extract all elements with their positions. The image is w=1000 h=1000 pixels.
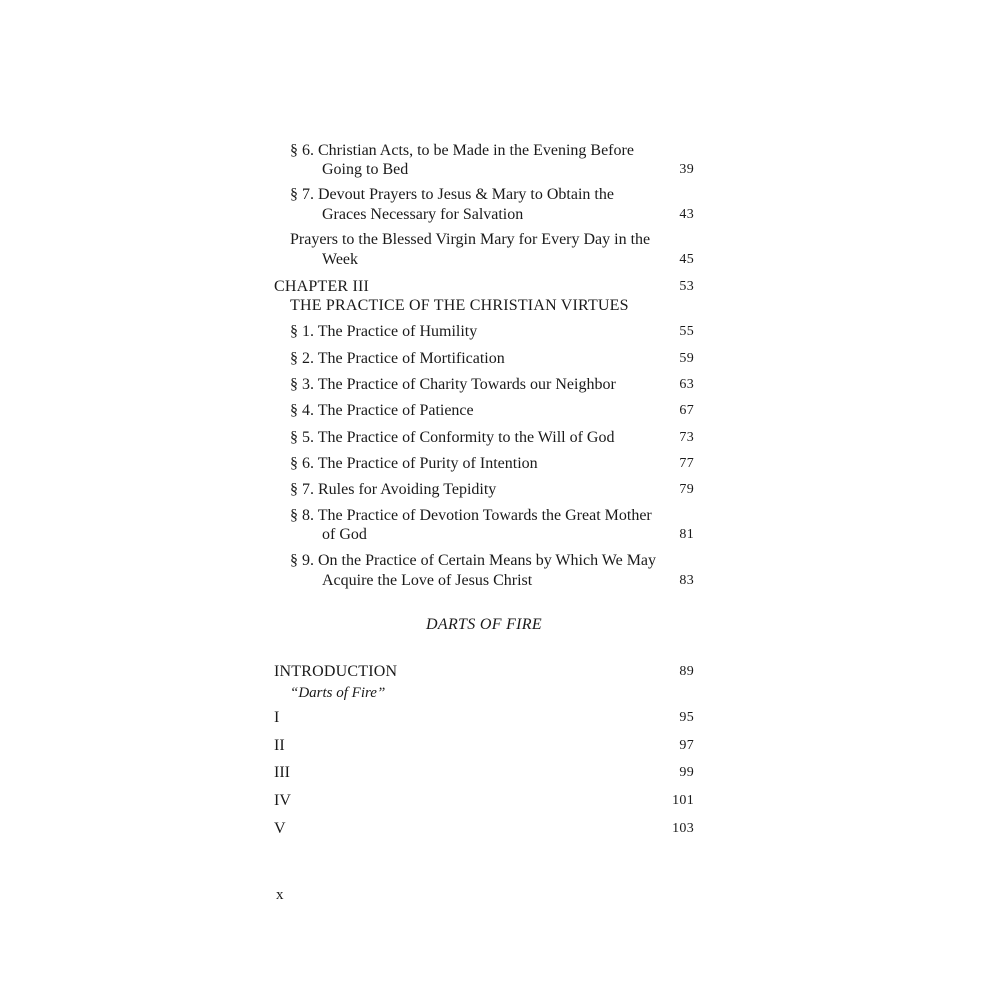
toc-page-number: 43 xyxy=(679,207,694,222)
chapter-heading: CHAPTER III xyxy=(274,278,370,295)
toc-entry-text: Graces Necessary for Salvation xyxy=(322,206,524,223)
toc-page-number: 67 xyxy=(679,403,694,418)
toc-entry-text: § 2. The Practice of Mortification xyxy=(290,350,505,367)
toc-entry-text: § 6. The Practice of Purity of Intention xyxy=(290,455,538,472)
dart-label: IV xyxy=(274,792,291,809)
toc-page-number: 63 xyxy=(679,377,694,392)
dart-label: III xyxy=(274,764,290,781)
toc-entry-text: Prayers to the Blessed Virgin Mary for Every Day in the xyxy=(290,231,651,248)
toc-page-number: 45 xyxy=(679,252,694,267)
toc-entry-text: § 5. The Practice of Conformity to the Will of God xyxy=(290,429,615,446)
dart-label: II xyxy=(274,737,285,754)
toc-page-number: 95 xyxy=(679,710,694,725)
intro-subtitle: “Darts of Fire” xyxy=(290,685,386,701)
page-folio: x xyxy=(276,887,284,903)
toc-page-number: 97 xyxy=(679,738,694,753)
dart-label: V xyxy=(274,820,286,837)
toc-entry-text: § 3. The Practice of Charity Towards our Neighbor xyxy=(290,376,616,393)
toc-entry-text: § 7. Rules for Avoiding Tepidity xyxy=(290,481,497,498)
toc-entry-text: § 8. The Practice of Devotion Towards the Great Mother xyxy=(290,507,652,524)
toc-entry-text: § 9. On the Practice of Certain Means by Which We May xyxy=(290,552,657,569)
toc-page-number: 83 xyxy=(679,573,694,588)
toc-page-number: 77 xyxy=(679,456,694,471)
toc-entry-text: Acquire the Love of Jesus Christ xyxy=(322,572,533,589)
toc-page-number: 89 xyxy=(679,664,694,679)
toc-entry-text: Going to Bed xyxy=(322,161,409,178)
toc-page-number: 59 xyxy=(679,351,694,366)
toc-entry-text: § 1. The Practice of Humility xyxy=(290,323,478,340)
toc-page-number: 103 xyxy=(672,821,694,836)
toc-entry-text: § 4. The Practice of Patience xyxy=(290,402,474,419)
toc-page-number: 73 xyxy=(679,430,694,445)
dart-label: I xyxy=(274,709,280,726)
toc-page-number: 39 xyxy=(679,162,694,177)
chapter-subtitle: THE PRACTICE OF THE CHRISTIAN VIRTUES xyxy=(290,297,629,314)
chapter-page-number: 53 xyxy=(679,279,694,294)
toc-page-number: 81 xyxy=(679,527,694,542)
toc-entry-text: of God xyxy=(322,526,367,543)
intro-heading: INTRODUCTION xyxy=(274,663,398,680)
toc-entry-text: Week xyxy=(322,251,359,268)
toc-entry-text: § 6. Christian Acts, to be Made in the Evening Before xyxy=(290,142,634,159)
section-title: DARTS OF FIRE xyxy=(426,616,542,633)
toc-entry-text: § 7. Devout Prayers to Jesus & Mary to Obtain the xyxy=(290,186,614,203)
toc-page-number: 101 xyxy=(672,793,694,808)
toc-page-number: 99 xyxy=(679,765,694,780)
toc-page-number: 55 xyxy=(679,324,694,339)
toc-page-number: 79 xyxy=(679,482,694,497)
